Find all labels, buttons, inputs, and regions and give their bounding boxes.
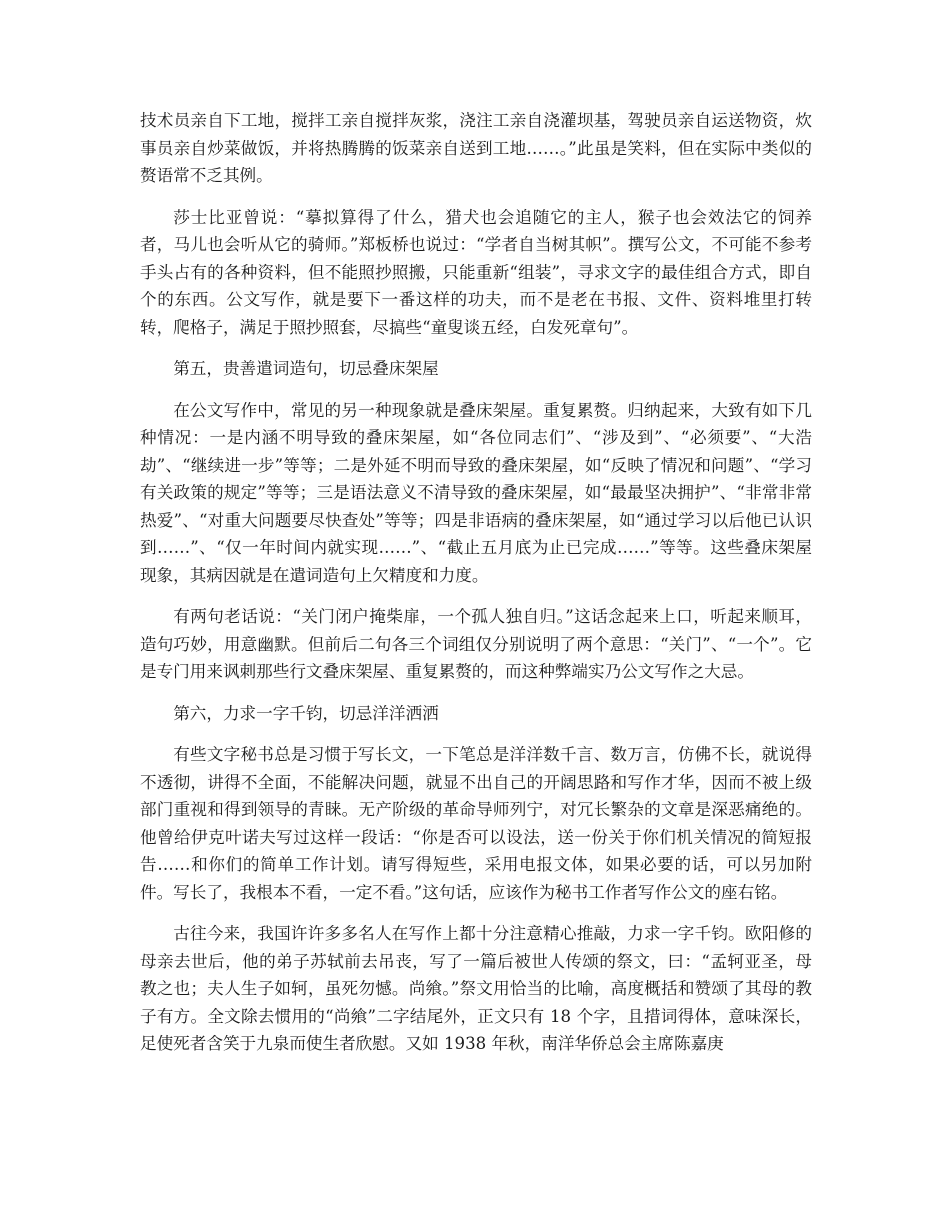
paragraph-old-saying: 有两句老话说：“关门闭户掩柴扉，一个孤人独自归。”这话念起来上口，听起来顺耳，造句巧妙，用意幽默。但前后二句各三个词组仅分别说明了两个意思：“关门”、“一个”。它是专门用来讽刺那些行文叠床架屋、重复累赘的，而这种弊端实乃公文写作之大忌。 (140, 607, 812, 681)
document-page (140, 107, 812, 1072)
section-heading-5: 第五，贵善遣词造句，切忌叠床架屋 (173, 359, 439, 378)
paragraph-shakespeare-quote: 莎士比亚曾说：“摹拟算得了什么，猎犬也会追随它的主人，猴子也会效法它的饲养者，马儿也会听从它的骑师。”郑板桥也说过：“学者自当树其帜”。撰写公文，不可能不参考手头占有的各种资料，但不能照抄照搬，只能重新“组装”，寻求文字的最佳组合方式，即自个的东西。公文写作，就是要下一番这样的功夫，而不是老在书报、文件、资料堆里打转转，爬格子，满足于照抄照套，尽搞些“童叟谈五经，白发死章句”。 (140, 207, 812, 337)
paragraph-redundancy: 在公文写作中，常见的另一种现象就是叠床架屋。重复累赘。归纳起来，大致有如下几种情况：一是内涵不明导致的叠床架屋，如“各位同志们”、“涉及到”、“必须要”、“大浩劫”、“继续进一步”等等；二是外延不明而导致的叠床架屋，如“反映了情况和问题”、“学习有关政策的规定”等等；三是语法意义不清导致的叠床架屋，如“最最坚决拥护”、“非常非常热爱”、“对重大问题要尽快查处”等等；四是非语病的叠床架屋，如“通过学习以后他已认识到……”、“仅一年时间内就实现……”、“截止五月底为止已完成……”等等。这些叠床架屋现象，其病因就是在遣词造句上欠精度和力度。 (140, 400, 812, 585)
paragraph-concise-examples: 古往今来，我国许许多多名人在写作上都十分注意精心推敲，力求一字千钧。欧阳修的母亲去世后，他的弟子苏轼前去吊丧，写了一篇后被世人传颂的祭文，曰：“孟轲亚圣，母教之也；夫人生子如轲，虽死勿憾。尚飨。”祭文用恰当的比喻，高度概括和赞颂了其母的教子有方。全文除去惯用的“尚飨”二字结尾外，正文只有 18 个字，且措词得体，意味深长，足使死者含笑于九泉而使生者欣慰。又如 1938 年秋，南洋华侨总会主席陈嘉庚 (140, 924, 812, 1053)
paragraph-long-writing: 有些文字秘书总是习惯于写长文，一下笔总是洋洋数千言、数万言，仿佛不长，就说得不透彻，讲得不全面，不能解决问题，就显不出自己的开阔思路和写作才华，因而不被上级部门重视和得到领导的青睐。无产阶级的革命导师列宁，对冗长繁杂的文章是深恶痛绝的。他曾给伊克叶诺夫写过这样一段话：“你是否可以设法，送一份关于你们机关情况的简短报告……和你们的简单工作计划。请写得短些，采用电报文体，如果必要的话，可以另加附件。写长了，我根本不看，一定不看。”这句话，应该作为秘书工作者写作公文的座右铭。 (140, 745, 812, 902)
paragraph-continuation: 技术员亲自下工地，搅拌工亲自搅拌灰浆，浇注工亲自浇灌坝基，驾驶员亲自运送物资，炊事员亲自炒菜做饭，并将热腾腾的饭菜亲自送到工地……。”此虽是笑料，但在实际中类似的赘语常不乏其例。 (140, 111, 812, 185)
section-heading-6: 第六，力求一字千钧，切忌洋洋洒洒 (173, 703, 439, 723)
